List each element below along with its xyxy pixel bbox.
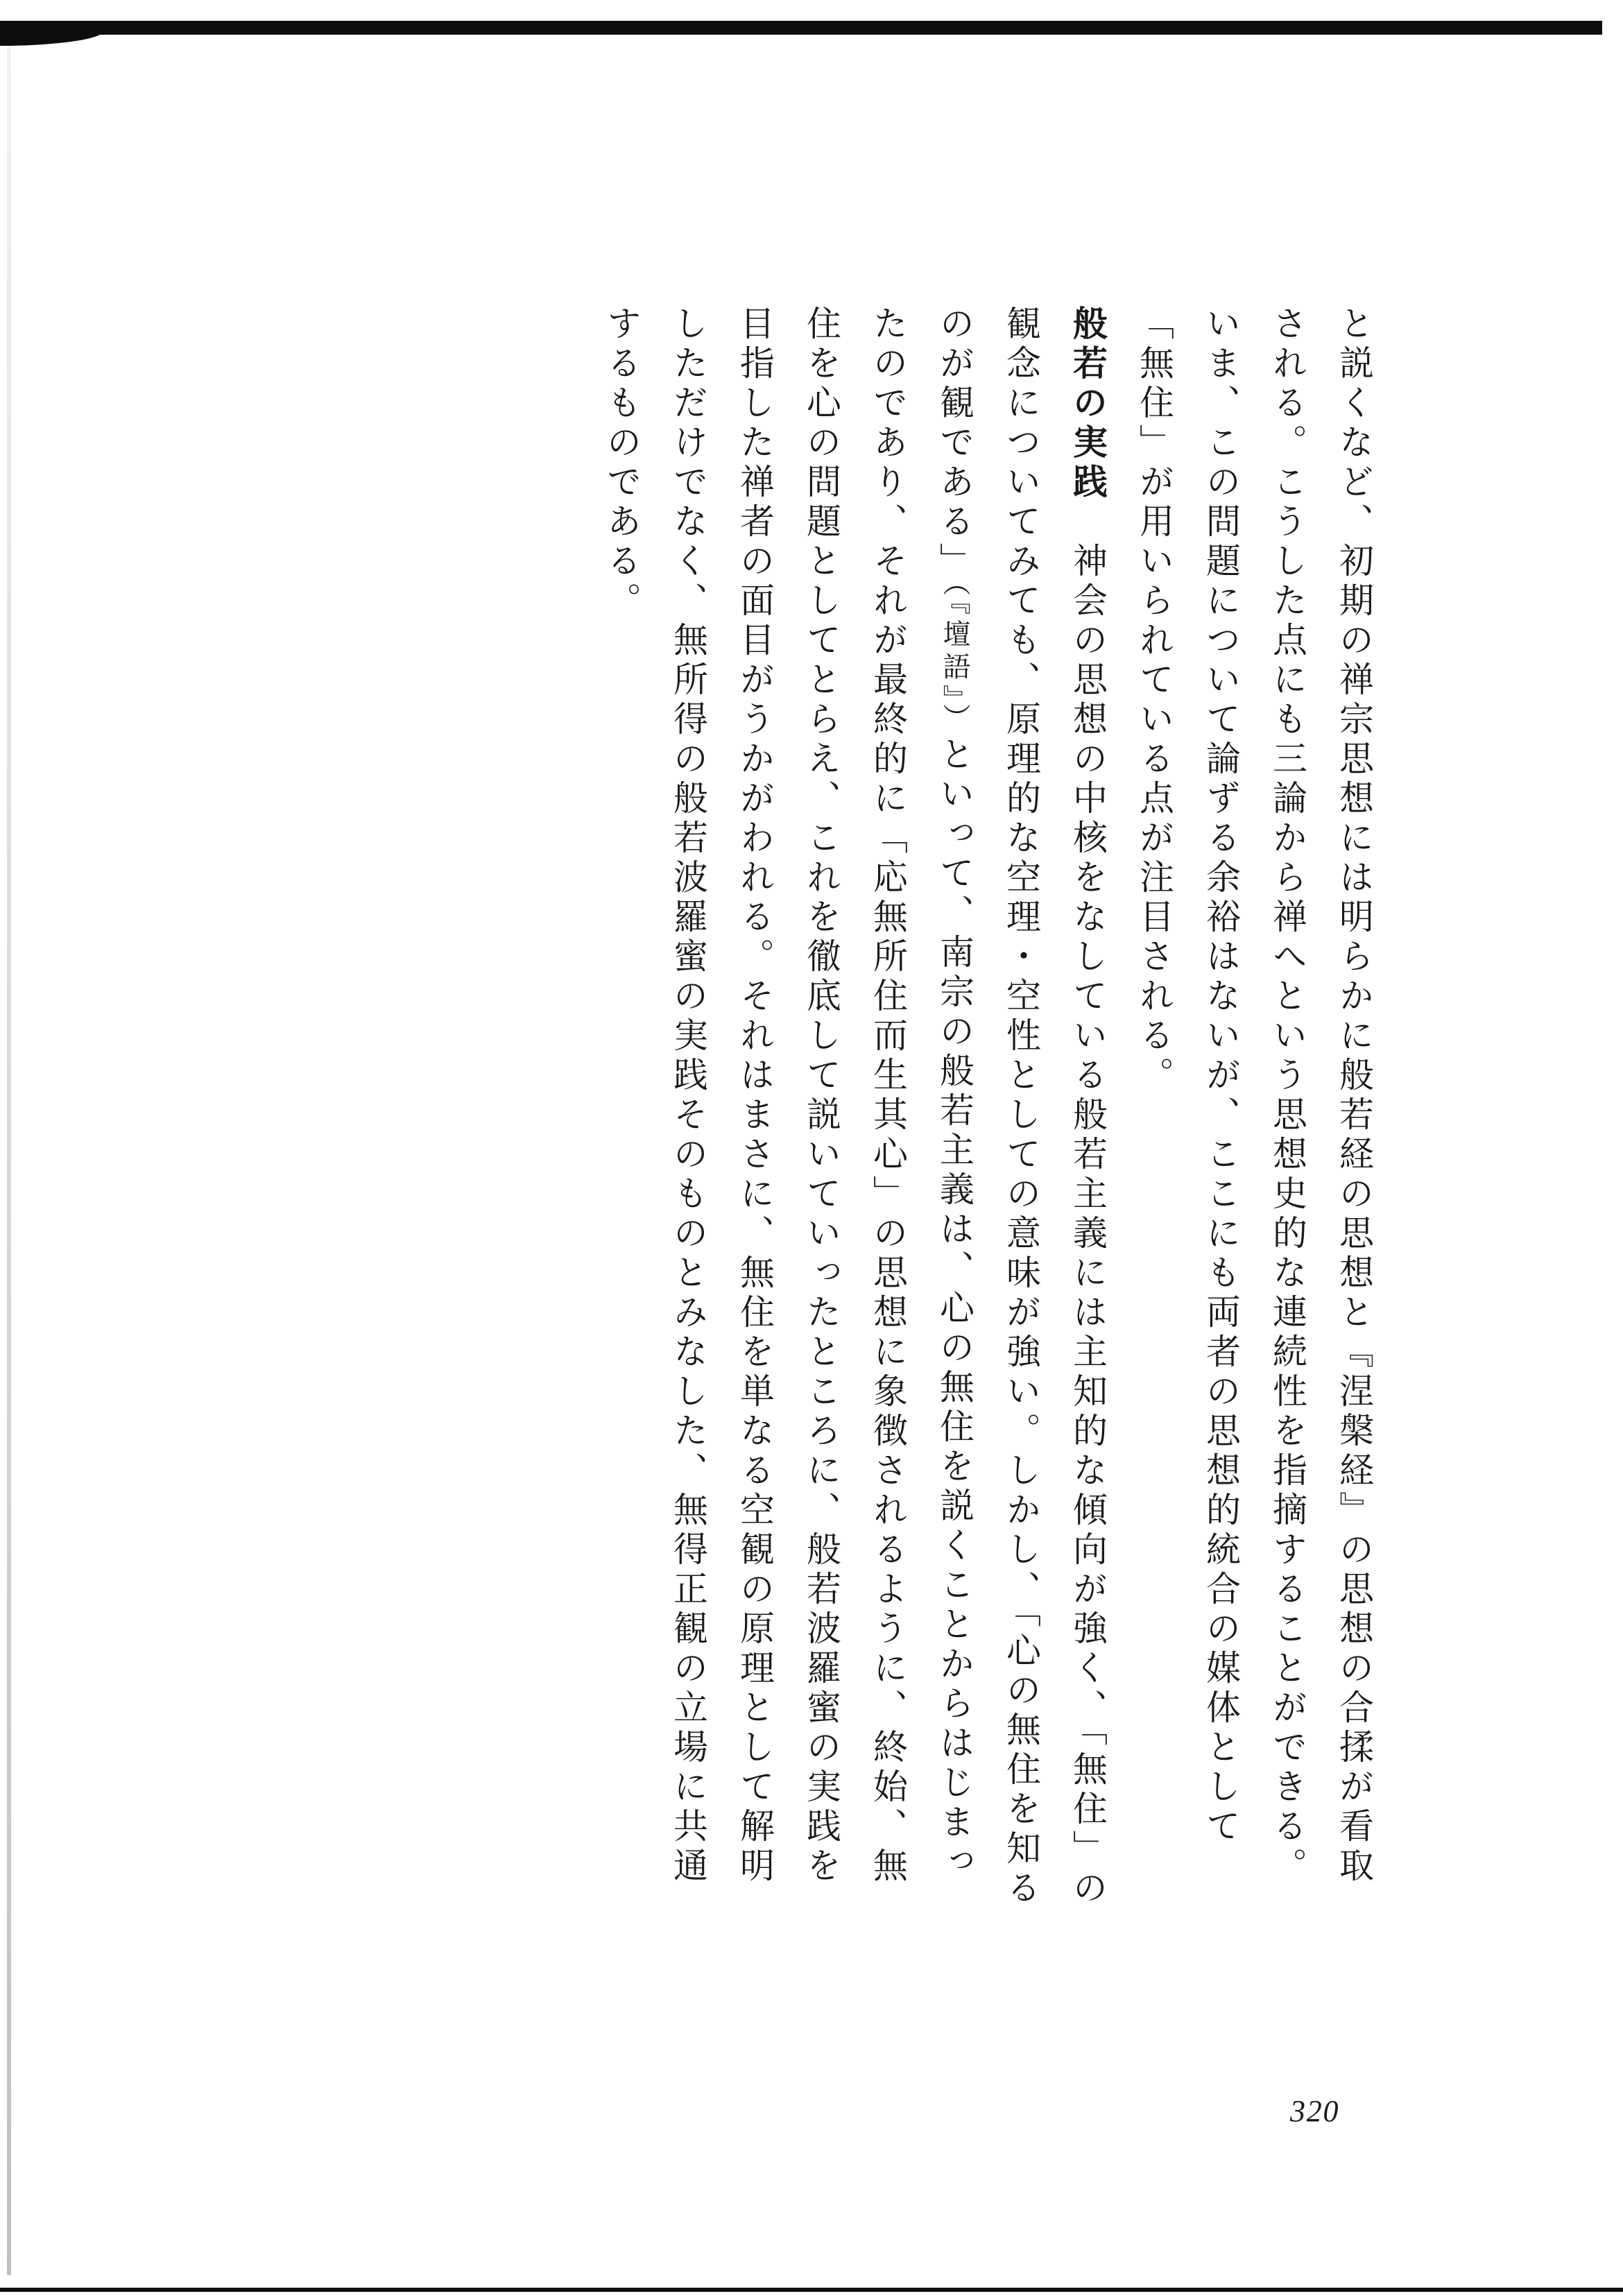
paragraph-continuation: と説くなど、初期の禅宗思想には明らかに般若経の思想と『涅槃経』の思想の合揉が看取される。こうした点にも三論から禅へという思想史的な連続性を指摘することができる。いま、この問題について論ずる余裕はないが、ここにも両者の思想的統合の媒体として「無住」が用いられている点が注目される。 [1134,305,1374,1887]
section-paragraph [588,305,1121,1914]
top-border-hook [0,31,104,46]
citation: （『壇語』） [938,582,970,736]
section-text-part2: といって、南宗の般若主義は、心の無住を説くことからはじまったのであり、それが最終的に「応無所住而生其心」の思想に象徴されるように、終始、無住を心の問題としてとらえ、これを徹底して説いていったところに、般若波羅蜜の実践を目指した禅者の面目がうかがわれる。それはまさに、無住を単なる空観の原理として解明しただけでなく、無所得の般若波羅蜜の実践そのものとみなした、無得正観の立場に共通するものである。 [601,305,974,1887]
bottom-border-rule [0,2288,1623,2292]
page-edge-shadow [7,42,11,2275]
section-heading: 般若の実践 [1067,305,1108,503]
section-text-part1: 神会の思想の中核をなしている般若主義には主知的な傾向が強く、「無住」の観念についてみても、原理的な空理・空性としての意味が強い。しかし、「心の無住を知るのが観である」 [934,305,1108,1909]
vertical-text-block [601,305,1387,1914]
top-border-rule [0,21,1602,35]
page-number: 320 [1290,2094,1340,2128]
